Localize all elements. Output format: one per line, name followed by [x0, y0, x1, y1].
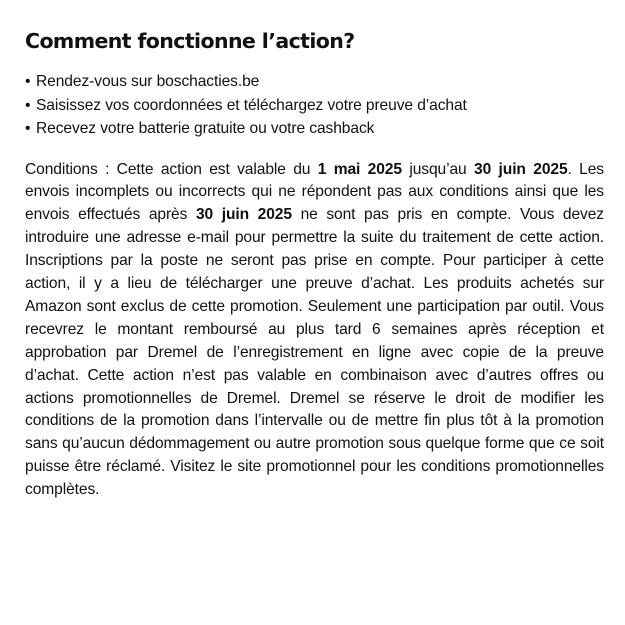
- list-item: [25, 94, 604, 118]
- conditions-text: Conditions : Cette action est valable du: [25, 160, 318, 178]
- conditions-text: ne sont pas pris en compte. Vous devez introduire une adresse e-mail pour permettre la suite du traitement de cette action. Inscriptions par la poste ne seront pas prise en compte. Pour participer à cette action, il y a lieu de télécharger une preuve d’achat. Les produits achetés sur Amazon sont exclus de cette promotion. Seulement une participation par outil. Vous recevrez le montant remboursé au plus tard 6 semaines après réception et approbation par Dremel de l’enregistrement en ligne avec copie de la preuve d’achat. Cette action n’est pas valable en combinaison avec d’autres offres ou actions promotionnelles de Dremel. Dremel se réserve le droit de modifier les conditions de la promotion dans l’intervalle ou de mettre fin plus tôt à la promotion sans qu’aucun dédommagement ou autre promotion sous quelque forme que ce soit puisse être réclamé. Visitez le site promotionnel pour les conditions promotionnelles complètes.: [25, 206, 605, 499]
- list-item: [25, 117, 604, 141]
- step-text: Rendez-vous sur boschacties.be: [36, 73, 260, 90]
- bullet-icon: •: [25, 73, 31, 90]
- conditions-paragraph: [25, 159, 604, 503]
- section-heading: Comment fonctionne l’action?: [25, 29, 355, 53]
- conditions-text: . Les envois incomplets ou incorrects qui ne répondent pas aux conditions ainsi que les envois effectués après: [25, 160, 605, 224]
- conditions-text: jusqu’au: [401, 160, 475, 178]
- step-text: Recevez votre batterie gratuite ou votre cashback: [36, 120, 375, 137]
- end-date: 30 juin 2025: [195, 206, 292, 224]
- promo-terms-section: [25, 26, 604, 502]
- steps-list: [25, 70, 604, 141]
- bullet-icon: •: [25, 120, 31, 137]
- bullet-icon: •: [25, 96, 31, 114]
- start-date: 1 mai 2025: [317, 160, 402, 178]
- step-text: Saisissez vos coordonnées et téléchargez votre preuve d’achat: [36, 96, 467, 114]
- end-date: 30 juin 2025: [474, 160, 568, 178]
- list-item: [25, 70, 604, 94]
